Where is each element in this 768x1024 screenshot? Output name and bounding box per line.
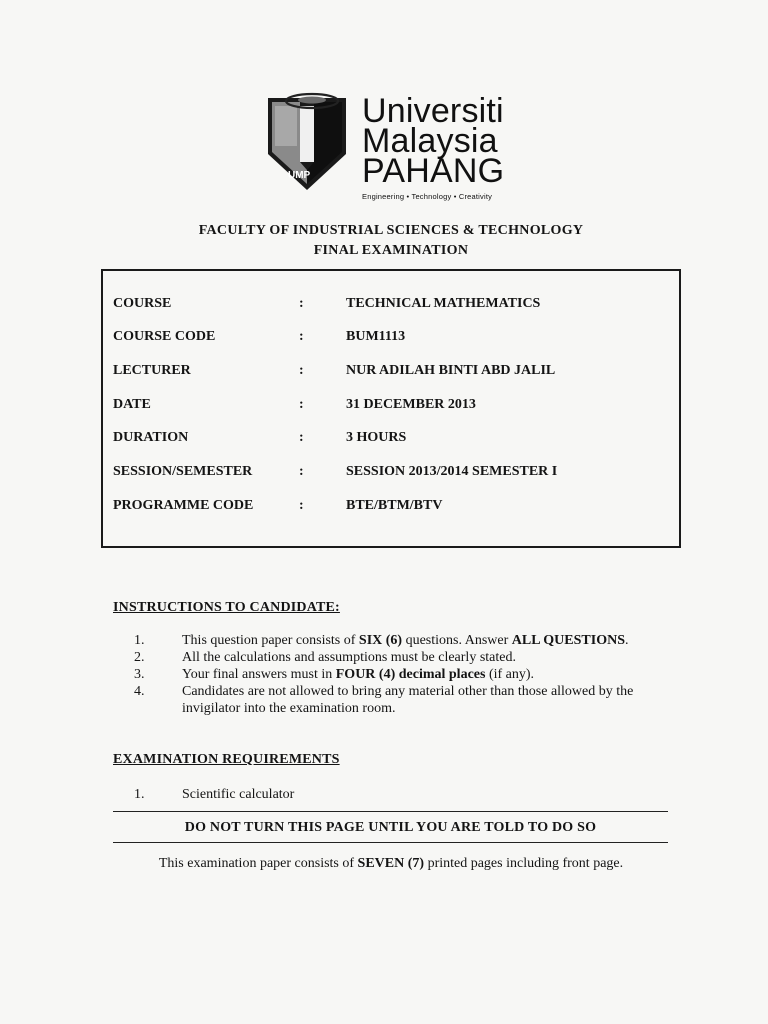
logo-tagline: Engineering • Technology • Creativity [362,192,493,201]
detail-row-session [113,464,673,482]
note-bold: SEVEN (7) [357,856,425,871]
instruction-number: 1. [134,633,145,648]
detail-colon: : [299,498,304,513]
detail-label: PROGRAMME CODE [113,498,254,513]
detail-value: BUM1113 [346,329,406,344]
detail-colon: : [299,329,304,344]
instruction-number: 4. [134,684,145,699]
requirements-title: EXAMINATION REQUIREMENTS [113,752,340,767]
detail-value: SESSION 2013/2014 SEMESTER I [346,464,558,479]
instruction-text: Your final answers must in [182,667,336,682]
detail-value: TECHNICAL MATHEMATICS [346,296,541,311]
divider-line [113,811,668,812]
instruction-text: Candidates are not allowed to bring any material other than those allowed by the invigilator into the examination room. [182,684,634,716]
note-text: This examination paper consists of [158,856,358,871]
instruction-text: (if any). [485,667,535,682]
instruction-bold: SIX (6) [358,633,403,648]
instruction-text: questions. Answer [402,633,512,648]
do-not-turn-warning: DO NOT TURN THIS PAGE UNTIL YOU ARE TOLD TO DO SO [184,820,597,835]
instructions-list [113,632,673,717]
instruction-item [113,649,673,666]
detail-row-duration [113,430,673,448]
note-text: printed pages including front page. [424,856,624,871]
faculty-heading: FACULTY OF INDUSTRIAL SCIENCES & TECHNOLOGY [198,223,584,238]
page-count-note [0,856,768,872]
instruction-bold: ALL QUESTIONS [511,633,625,648]
detail-row-date [113,397,673,415]
course-details-box [101,269,681,548]
detail-label: DATE [113,397,151,412]
instruction-number: 2. [134,650,145,665]
logo-line-1: Universiti [362,92,504,130]
emblem-text: UMP [288,170,311,181]
detail-colon: : [299,363,304,378]
requirement-number: 1. [134,787,145,802]
instruction-text: . [624,633,629,648]
detail-label: SESSION/SEMESTER [113,464,253,479]
detail-value: NUR ADILAH BINTI ABD JALIL [346,363,556,378]
logo-line-2: Malaysia [362,122,498,160]
instruction-bold: FOUR (4) decimal places [335,667,486,682]
detail-label: LECTURER [113,363,191,378]
instruction-item [113,683,673,717]
detail-row-programme [113,498,673,516]
exam-heading: FINAL EXAMINATION [313,243,469,258]
detail-row-course [113,296,673,314]
ump-emblem-icon [266,92,348,192]
logo-line-3: PAHANG [362,152,505,190]
university-logo [266,92,546,202]
detail-row-lecturer [113,363,673,381]
detail-value: 3 HOURS [346,430,407,445]
divider-line [113,842,668,843]
requirement-text: Scientific calculator [182,787,295,802]
detail-colon: : [299,296,304,311]
detail-value: BTE/BTM/BTV [346,498,443,513]
detail-label: COURSE CODE [113,329,216,344]
instruction-item [113,632,673,649]
instruction-item [113,666,673,683]
detail-row-course-code [113,329,673,347]
instruction-number: 3. [134,667,145,682]
detail-value: 31 DECEMBER 2013 [346,397,476,412]
instruction-text: All the calculations and assumptions must be clearly stated. [182,650,516,665]
detail-colon: : [299,397,304,412]
detail-label: COURSE [113,296,172,311]
detail-label: DURATION [113,430,189,445]
logo-wordmark [362,92,504,201]
instruction-text: This question paper consists of [182,633,359,648]
detail-colon: : [299,464,304,479]
instructions-title: INSTRUCTIONS TO CANDIDATE: [113,600,340,615]
requirements-list [113,787,673,803]
detail-colon: : [299,430,304,445]
requirement-item [113,787,673,803]
